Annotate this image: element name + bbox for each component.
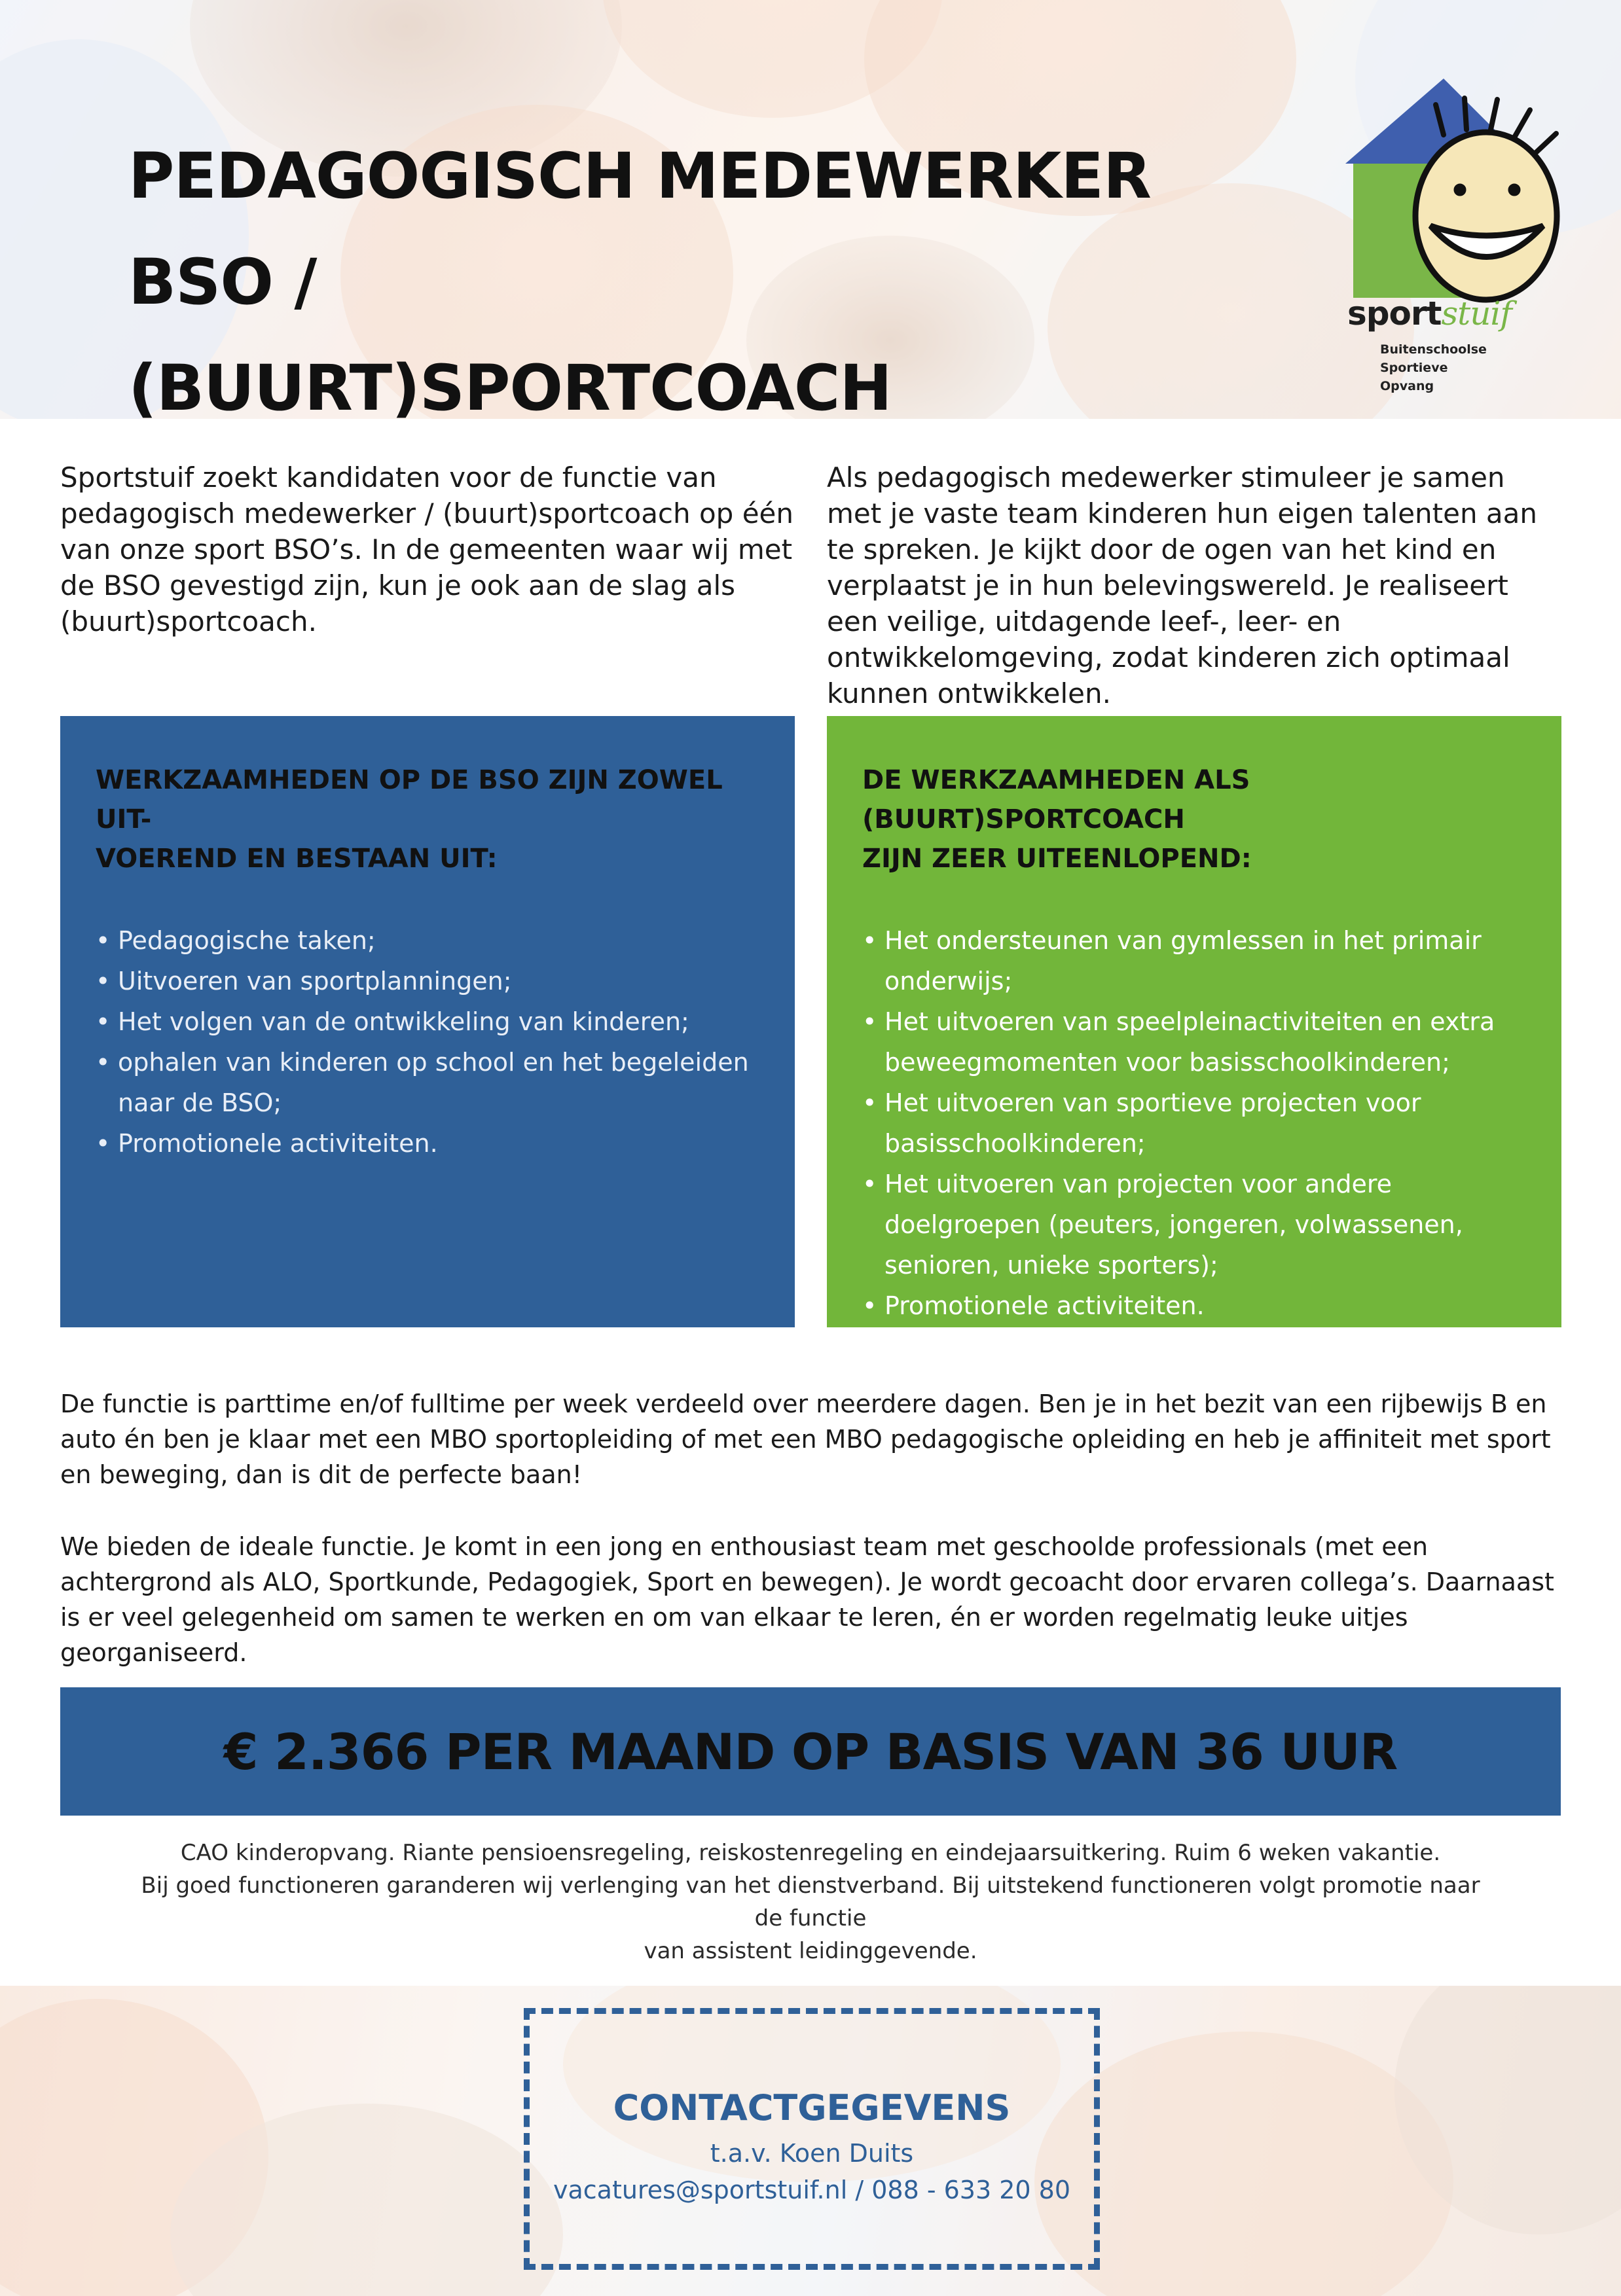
job-details-paragraph: De functie is parttime en/of fulltime per week verdeeld over meerdere dagen. Ben je in het bezit van een rijbewijs B en auto én ben je klaar met een MBO sportopleiding of met een MBO pedagogische opleiding en heb je affiniteit met sport en beweging, dan is dit de perfecte baan! (60, 1390, 1551, 1489)
bso-heading-line-1: WERKZAAMHEDEN OP DE BSO ZIJN ZOWEL UIT- (96, 765, 723, 834)
list-item: • Pedagogische taken; (96, 920, 759, 961)
logo-tagline-3: Opvang (1380, 379, 1434, 393)
sportcoach-tasks-heading (862, 761, 1526, 878)
contact-name: t.a.v. Koen Duits (710, 2139, 914, 2168)
header-photo-banner (0, 0, 1621, 419)
list-item: • Het uitvoeren van projecten voor andere doelgroepen (peuters, jongeren, volwassenen, senioren, unieke sporters); (862, 1164, 1526, 1285)
bso-tasks-list (96, 920, 759, 1164)
list-item: • ophalen van kinderen op school en het begeleiden naar de BSO; (96, 1042, 759, 1123)
list-item: • Promotionele activiteiten. (96, 1123, 759, 1164)
logo-tagline-1: Buitenschoolse (1380, 342, 1487, 357)
logo-tagline-2: Sportieve (1380, 361, 1448, 375)
list-item: • Het uitvoeren van speelpleinactiviteiten en extra beweegmomenten voor basisschoolkinderen; (862, 1001, 1526, 1083)
offer-paragraph: We bieden de ideale functie. Je komt in een jong en enthousiast team met geschoolde professionals (met een achtergrond als ALO, Sportkunde, Pedagogiek, Sport en bewegen). Je wordt gecoacht door ervaren collega’s. Daarnaast is er veel gelegenheid om samen te werken en om van elkaar te leren, én er worden regelmatig leuke uitjes georganiseerd. (60, 1532, 1554, 1667)
sportcoach-tasks-list (862, 920, 1526, 1326)
intro-left-paragraph: Sportstuif zoekt kandidaten voor de functie van pedagogisch medewerker / (buurt)sportcoach op één van onze sport BSO’s. In de gemeenten waar wij met de BSO gevestigd zijn, kun je ook aan de slag als (buurt)sportcoach. (60, 461, 793, 637)
title-line-1: PEDAGOGISCH MEDEWERKER BSO / (128, 139, 1151, 319)
bso-tasks-heading (96, 761, 759, 878)
contact-box (524, 2008, 1100, 2270)
logo-wordmark (1347, 295, 1512, 332)
benefits-line-2: Bij goed functioneren garanderen wij verlenging van het dienstverband. Bij uitstekend functioneren volgt promotie naar de functie (141, 1873, 1480, 1931)
logo-word-sport: sport (1347, 295, 1442, 332)
bso-tasks-box (60, 716, 795, 1327)
coach-heading-line-2: ZIJN ZEER UITEENLOPEND: (862, 844, 1252, 874)
list-item: • Het uitvoeren van sportieve projecten voor basisschoolkinderen; (862, 1083, 1526, 1164)
logo-tagline (1380, 340, 1487, 395)
sportcoach-tasks-box (827, 716, 1561, 1327)
page-title (128, 123, 1241, 419)
contact-title: CONTACTGEGEVENS (613, 2087, 1011, 2128)
intro-right-paragraph: Als pedagogisch medewerker stimuleer je samen met je vaste team kinderen hun eigen talenten aan te spreken. Je kijkt door de ogen van het kind en verplaatst je in hun belevingswereld. Je realiseert een veilige, uitdagende leef-, leer- en ontwikkelomgeving, zodat kinderen zich optimaal kunnen ontwikkelen. (827, 461, 1538, 709)
list-item: • Het volgen van de ontwikkeling van kinderen; (96, 1001, 759, 1042)
coach-heading-line-1: DE WERKZAAMHEDEN ALS (BUURT)SPORTCOACH (862, 765, 1250, 834)
list-item: • Het ondersteunen van gymlessen in het primair onderwijs; (862, 920, 1526, 1001)
salary-banner (60, 1687, 1561, 1816)
title-line-2: (BUURT)SPORTCOACH (128, 351, 892, 419)
list-item: • Uitvoeren van sportplanningen; (96, 961, 759, 1001)
benefits-line-1: CAO kinderopvang. Riante pensioensregeling, reiskostenregeling en eindejaarsuitkering. Ruim 6 weken vakantie. (180, 1840, 1441, 1866)
bso-heading-line-2: VOEREND EN BESTAAN UIT: (96, 844, 498, 874)
benefits-text (126, 1837, 1495, 1967)
list-item: • Promotionele activiteiten. (862, 1285, 1526, 1326)
contact-details[interactable]: vacatures@sportstuif.nl / 088 - 633 20 80 (553, 2176, 1071, 2204)
logo-word-stuif: stuif (1441, 295, 1512, 332)
salary-text: € 2.366 PER MAAND OP BASIS VAN 36 UUR (223, 1722, 1398, 1781)
benefits-line-3: van assistent leidinggevende. (644, 1938, 977, 1964)
